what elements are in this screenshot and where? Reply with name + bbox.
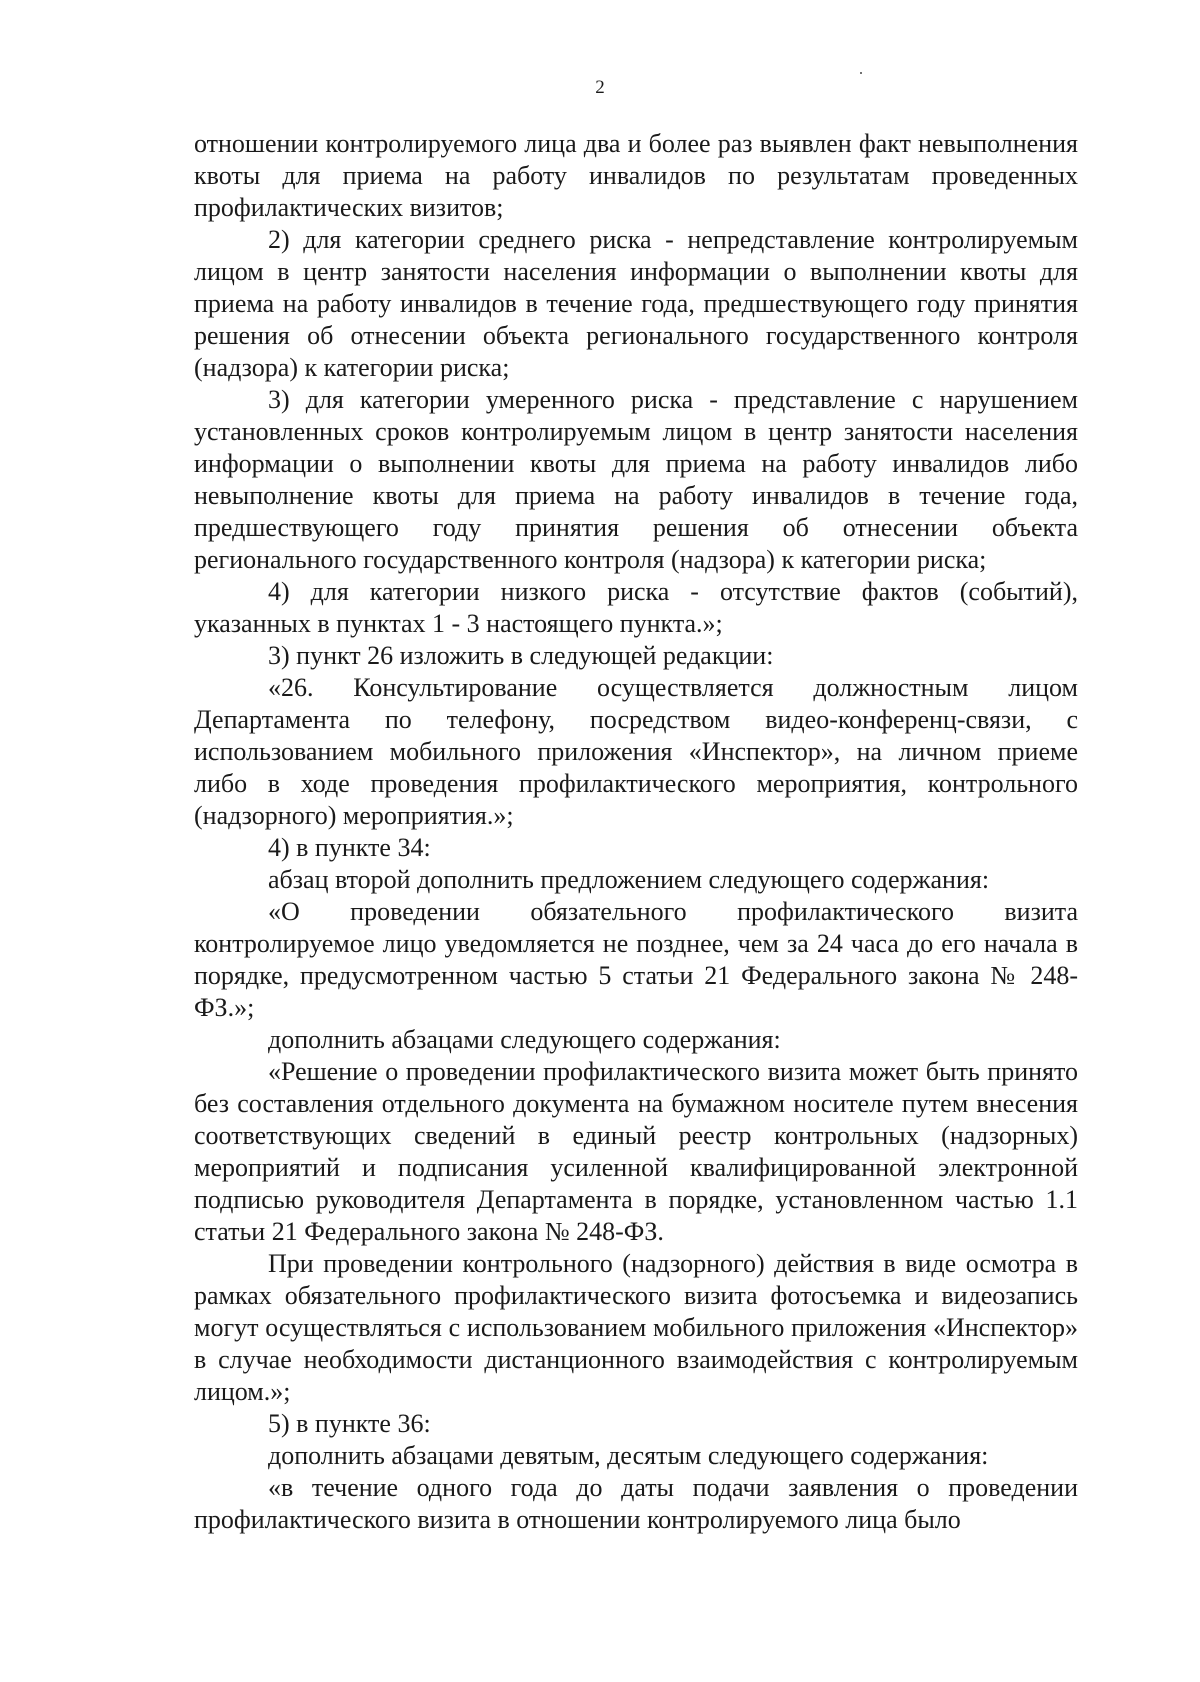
paragraph-decision: «Решение о проведении профилактического визита может быть принято без составления отдельного документа на бумажном носителе путем внесения соответствующих сведений в единый реестр контрольных (надзорных) мероприятий и подписания усиленной квалифицированной электронной подписью руководителя Департамента в порядке, установленном частью 1.1 статьи 21 Федерального закона № 248-ФЗ. [194,1057,1078,1246]
paragraph-item-3: 3) пункт 26 изложить в следующей редакции: [268,641,774,670]
paragraph-continuation: отношении контролируемого лица два и более раз выявлен факт невыполнения квоты для приема на работу инвалидов по результатам проведенных профилактических визитов; [194,129,1078,222]
paragraph-inspection: При проведении контрольного (надзорного) действия в виде осмотра в рамках обязательного профилактического визита фотосъемка и видеозапись могут осуществляться с использованием мобильного приложения «Инспектор» в случае необходимости дистанционного взаимодействия с контролируемым лицом.»; [194,1249,1078,1406]
document-body [194,128,1078,1536]
paragraph-item-5: 5) в пункте 36: [268,1409,431,1438]
paragraph-point-26: «26. Консультирование осуществляется должностным лицом Департамента по телефону, посредством видео-конференц-связи, с использованием мобильного приложения «Инспектор», на личном приеме либо в ходе проведения профилактического мероприятия, контрольного (надзорного) мероприятия.»; [194,673,1078,830]
scan-speck [860,72,862,74]
paragraph-add-ninth-tenth: дополнить абзацами девятым, десятым следующего содержания: [268,1441,989,1470]
paragraph-moderate-risk: 3) для категории умеренного риска - представление с нарушением установленных сроков контролируемым лицом в центр занятости населения информации о выполнении квоты для приема на работу инвалидов либо невыполнение квоты для приема на работу инвалидов в течение года, предшествующего году принятия решения об отнесении объекта регионального государственного контроля (надзора) к категории риска; [194,385,1078,574]
page-number: 2 [595,77,605,98]
paragraph-one-year: «в течение одного года до даты подачи заявления о проведении профилактического визита в отношении контролируемого лица было [194,1473,1078,1534]
paragraph-medium-risk: 2) для категории среднего риска - непредставление контролируемым лицом в центр занятости населения информации о выполнении квоты для приема на работу инвалидов в течение года, предшествующего году принятия решения об отнесении объекта регионального государственного контроля (надзора) к категории риска; [194,225,1078,382]
paragraph-add-abzatsy: дополнить абзацами следующего содержания: [268,1025,781,1054]
paragraph-low-risk: 4) для категории низкого риска - отсутствие фактов (событий), указанных в пунктах 1 - 3 настоящего пункта.»; [194,577,1078,638]
paragraph-second-abzats: абзац второй дополнить предложением следующего содержания: [268,865,990,894]
paragraph-item-4: 4) в пункте 34: [268,833,431,862]
paragraph-mandatory-visit: «О проведении обязательного профилактического визита контролируемое лицо уведомляется не позднее, чем за 24 часа до его начала в порядке, предусмотренном частью 5 статьи 21 Федерального закона № 248-ФЗ.»; [194,897,1078,1022]
